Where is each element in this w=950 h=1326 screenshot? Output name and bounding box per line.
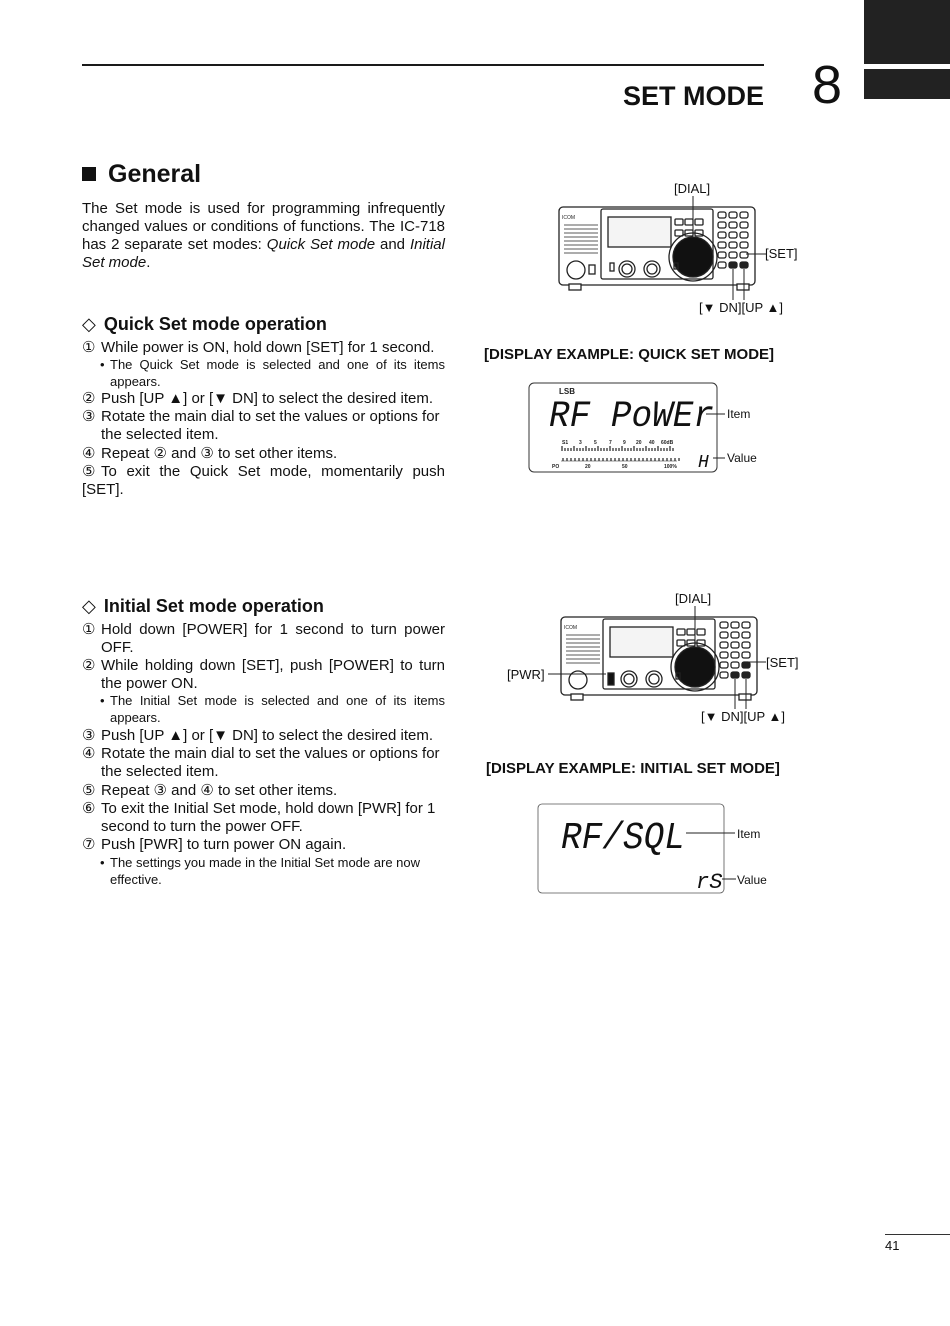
initial-step-3	[82, 727, 445, 745]
bullet: •	[100, 855, 105, 870]
dn-up-label: [▼ DN][UP ▲]	[701, 709, 786, 724]
initial-step-6	[82, 800, 445, 836]
transceiver-front-panel-icon	[559, 207, 755, 290]
item-label: Item	[737, 827, 761, 841]
chapter-title: SET MODE	[622, 81, 764, 111]
po-tick-label: 20	[585, 464, 591, 470]
pwr-label: [PWR]	[507, 667, 545, 682]
brand-logo: ICOM	[562, 215, 576, 221]
section-heading	[82, 158, 201, 190]
step-text: Push [UP ▲] or [▼ DN] to select the desired item.	[101, 390, 434, 407]
step-text: Rotate the main dial to set the values or options for the selected item.	[101, 408, 440, 444]
item-label: Item	[727, 407, 751, 421]
quick-set-heading-text: Quick Set mode operation	[103, 314, 327, 334]
radio-illustration-quick	[540, 175, 830, 320]
step-number: ③	[82, 408, 96, 425]
step-number: ②	[82, 390, 96, 407]
quick-step-4	[82, 445, 445, 463]
bullet: •	[100, 357, 105, 372]
quick-step-2	[82, 390, 445, 408]
step-text: While power is ON, hold down [SET] for 1 second.	[101, 339, 435, 356]
quick-step-3	[82, 408, 445, 444]
quick-step-5	[82, 463, 445, 499]
lcd-initial-display	[536, 802, 776, 897]
initial-note-2	[100, 855, 445, 888]
intro-emphasis: Quick Set mode	[266, 236, 376, 253]
step-text: Push [PWR] to turn power ON again.	[101, 836, 347, 853]
intro-emphasis: Initial	[409, 236, 445, 253]
s-tick-label: 7	[609, 440, 612, 446]
lcd-item-text: RF PoWEr	[549, 396, 714, 438]
note-text: The settings you made in the Initial Set mode are now effective.	[110, 855, 421, 887]
po-label: PO	[552, 464, 560, 470]
intro-emphasis: Set mode	[82, 254, 147, 271]
initial-set-heading	[82, 595, 324, 617]
transceiver-front-panel-icon	[561, 617, 757, 700]
step-number: ④	[82, 745, 96, 762]
intro-line-2: changed values or conditions of functions. The IC-718	[82, 218, 445, 235]
radio-illustration-initial	[500, 585, 830, 730]
chapter-number: 8	[812, 55, 843, 115]
chapter-tab-bottom	[864, 69, 950, 99]
s-tick-label: 9	[623, 440, 626, 446]
intro-text: has 2 separate set modes:	[82, 236, 267, 253]
intro-text: and	[375, 236, 410, 253]
dial-label: [DIAL]	[675, 591, 712, 606]
lcd-value-text: H	[698, 453, 709, 473]
po-tick-label: 100%	[664, 464, 677, 470]
lcd-item-text: RF/SQL	[561, 817, 685, 860]
s-tick-label: 20	[636, 440, 642, 446]
s-tick-label: 5	[594, 440, 597, 446]
intro-line-1: The Set mode is used for programming infrequently	[82, 200, 445, 217]
lcd-quick-display	[527, 380, 777, 480]
quick-note	[100, 357, 445, 390]
s-tick-label: 3	[579, 440, 582, 446]
intro-text: .	[146, 254, 151, 271]
step-text: Rotate the main dial to set the values or options for the selected item.	[101, 745, 440, 781]
initial-step-1	[82, 621, 445, 657]
step-number: ④	[82, 445, 96, 462]
intro-line-3	[82, 236, 445, 254]
step-number: ①	[82, 339, 96, 356]
step-number: ⑤	[82, 782, 96, 799]
note-text: The Quick Set mode is selected and one of its items appears.	[110, 357, 445, 389]
set-label: [SET]	[765, 246, 798, 261]
step-text: While holding down [SET], push [POWER] to turn the power ON.	[101, 657, 445, 693]
diamond-icon: ◇	[82, 314, 96, 334]
lcd-mode-label: LSB	[559, 387, 575, 396]
step-number: ③	[82, 727, 96, 744]
step-text: To exit the Initial Set mode, hold down [PWR] for 1 second to turn the power OFF.	[101, 800, 436, 836]
step-number: ①	[82, 621, 96, 638]
set-label: [SET]	[766, 655, 799, 670]
intro-paragraph	[82, 200, 445, 272]
intro-line-4	[82, 254, 445, 272]
step-text: Hold down [POWER] for 1 second to turn power OFF.	[101, 621, 445, 657]
quick-set-heading	[82, 313, 327, 335]
dial-label: [DIAL]	[674, 181, 711, 196]
step-number: ②	[82, 657, 96, 674]
step-text: Push [UP ▲] or [▼ DN] to select the desired item.	[101, 727, 434, 744]
step-text: Repeat ③ and ④ to set other items.	[101, 782, 338, 799]
note-text: The Initial Set mode is selected and one of its items appears.	[110, 693, 445, 725]
value-label: Value	[727, 451, 757, 465]
chapter-tab-top	[864, 0, 950, 64]
initial-note-1	[100, 693, 445, 726]
step-number: ⑤	[82, 463, 96, 480]
step-text: Repeat ② and ③ to set other items.	[101, 445, 338, 462]
s-tick-label: S1	[562, 440, 569, 446]
value-label: Value	[737, 873, 767, 887]
footer-rule	[885, 1234, 950, 1235]
header-rule	[82, 64, 764, 66]
initial-caption: [DISPLAY EXAMPLE: INITIAL SET MODE]	[486, 760, 780, 777]
step-text: To exit the Quick Set mode, momentarily push [SET].	[82, 463, 445, 499]
s-tick-label: 60dB	[661, 440, 674, 446]
initial-step-7	[82, 836, 445, 854]
dn-up-label: [▼ DN][UP ▲]	[699, 300, 784, 315]
step-number: ⑦	[82, 836, 96, 853]
initial-step-4	[82, 745, 445, 781]
step-number: ⑥	[82, 800, 96, 817]
section-heading-text: General	[108, 160, 202, 188]
quick-step-1	[82, 339, 445, 357]
brand-logo: ICOM	[564, 625, 578, 631]
s-tick-label: 40	[649, 440, 655, 446]
lcd-value-text: rS	[696, 870, 723, 895]
quick-caption: [DISPLAY EXAMPLE: QUICK SET MODE]	[484, 346, 775, 363]
square-bullet-icon	[82, 167, 96, 181]
initial-step-5	[82, 782, 445, 800]
diamond-icon: ◇	[82, 596, 96, 616]
po-tick-label: 50	[622, 464, 628, 470]
bullet: •	[100, 693, 105, 708]
initial-step-2	[82, 657, 445, 693]
initial-set-heading-text: Initial Set mode operation	[103, 596, 324, 616]
page-number: 41	[885, 1238, 900, 1253]
